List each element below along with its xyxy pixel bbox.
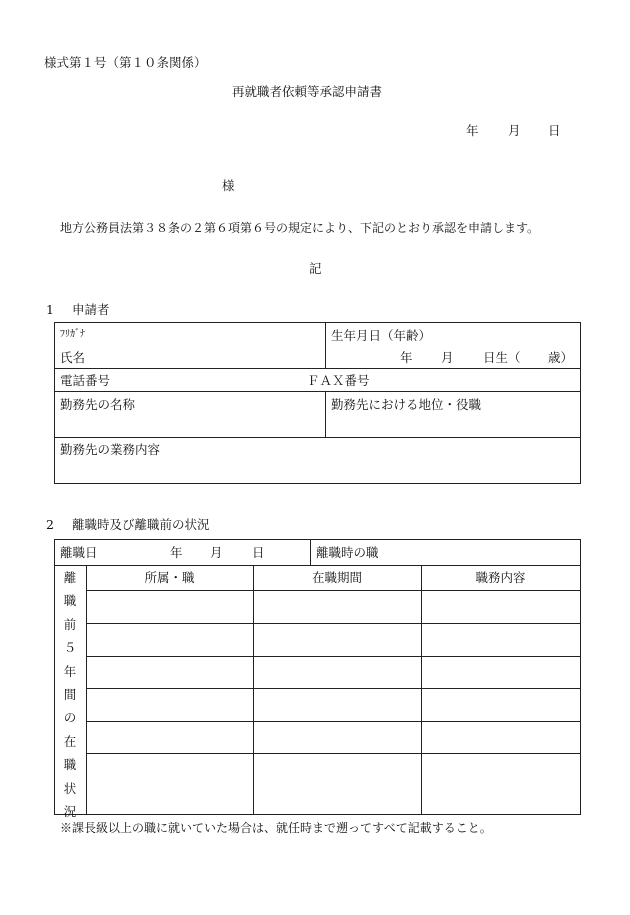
vertical-char: 職 xyxy=(63,593,77,608)
body-text: 地方公務員法第３８条の２第６項第６号の規定により、下記のとおり承認を申請します。 xyxy=(60,221,540,235)
date-year: 年 xyxy=(466,123,479,138)
furigana-label: ﾌﾘｶﾞﾅ xyxy=(60,329,85,340)
form-number: 様式第１号（第１０条関係） xyxy=(44,55,207,70)
footnote: ※課長級以上の職に就いていた場合は、就任時まで遡ってすべて記載すること。 xyxy=(60,821,492,835)
birth-day: 日生（ xyxy=(483,350,521,365)
ki-label: 記 xyxy=(309,261,322,276)
vertical-char: 職 xyxy=(63,757,77,772)
phone-label: 電話番号 xyxy=(60,373,111,388)
vertical-char: の xyxy=(63,710,77,725)
employer-position-label: 勤務先における地位・役職 xyxy=(331,397,482,412)
date-month: 月 xyxy=(508,123,521,138)
vertical-char: ５ xyxy=(63,640,77,655)
vertical-char: 離 xyxy=(63,570,77,585)
employer-business-label: 勤務先の業務内容 xyxy=(60,442,161,457)
retire-year: 年 xyxy=(170,545,183,560)
column-header-department: 所属・職 xyxy=(144,570,195,585)
retire-day: 日 xyxy=(252,545,265,560)
birth-year: 年 xyxy=(400,350,413,365)
retire-month: 月 xyxy=(210,545,223,560)
column-header-duties: 職務内容 xyxy=(475,570,526,585)
vertical-char: 間 xyxy=(63,687,77,702)
section1-number: 1 xyxy=(46,302,54,317)
employer-name-label: 勤務先の名称 xyxy=(60,397,136,412)
column-header-period: 在職期間 xyxy=(311,570,362,585)
document-title: 再就職者依頼等承認申請書 xyxy=(232,84,383,99)
addressee-suffix: 様 xyxy=(222,178,235,193)
section2-heading: 離職時及び離職前の状況 xyxy=(72,517,210,532)
section1-heading: 申請者 xyxy=(72,302,110,317)
retire-date-label: 離職日 xyxy=(60,545,98,560)
date-day: 日 xyxy=(548,123,561,138)
vertical-char: 状 xyxy=(63,781,77,796)
name-label: 氏名 xyxy=(60,350,86,365)
retire-post-label: 離職時の職 xyxy=(316,545,379,560)
birth-month: 月 xyxy=(441,350,454,365)
vertical-char: 前 xyxy=(63,617,77,632)
birth-age: 歳） xyxy=(548,350,574,365)
vertical-char: 年 xyxy=(63,664,77,679)
section2-number: 2 xyxy=(46,517,54,532)
fax-label: ＦＡＸ番号 xyxy=(307,373,370,388)
vertical-char: 在 xyxy=(63,734,77,749)
vertical-char: 況 xyxy=(63,804,77,819)
birth-label: 生年月日（年齢） xyxy=(331,328,432,343)
